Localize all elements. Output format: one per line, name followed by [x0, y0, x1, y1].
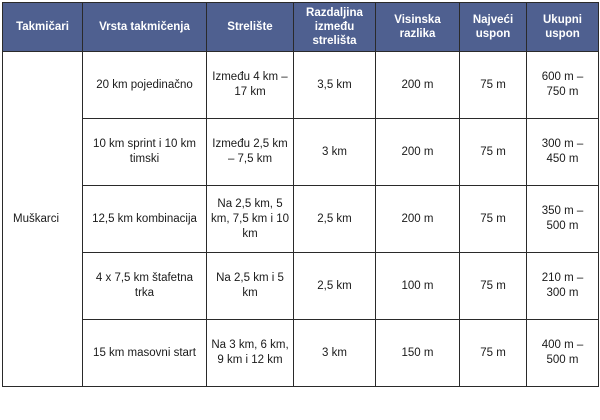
- distance-cell: 2,5 km: [294, 186, 376, 253]
- total-climb-cell: 600 m – 750 m: [527, 52, 599, 119]
- height-diff-cell: 200 m: [376, 186, 460, 253]
- competition-table-container: [2, 2, 599, 387]
- event-cell: 20 km pojedinačno: [83, 52, 207, 119]
- max-climb-cell: 75 m: [460, 52, 527, 119]
- total-climb-cell: 400 m – 500 m: [527, 320, 599, 387]
- event-cell: 4 x 7,5 km štafetna trka: [83, 253, 207, 320]
- group-label-cell: Muškarci: [3, 52, 83, 387]
- total-climb-cell: 350 m – 500 m: [527, 186, 599, 253]
- table-row: [3, 52, 599, 119]
- competition-table: [2, 2, 599, 387]
- event-cell: 12,5 km kombinacija: [83, 186, 207, 253]
- range-cell: Između 4 km – 17 km: [207, 52, 294, 119]
- distance-cell: 3 km: [294, 320, 376, 387]
- distance-cell: 3,5 km: [294, 52, 376, 119]
- table-row: [3, 320, 599, 387]
- table-row: [3, 253, 599, 320]
- max-climb-cell: 75 m: [460, 253, 527, 320]
- range-cell: Između 2,5 km – 7,5 km: [207, 119, 294, 186]
- header-range-distance: Razdaljina između strelišta: [294, 3, 376, 52]
- range-cell: Na 3 km, 6 km, 9 km i 12 km: [207, 320, 294, 387]
- height-diff-cell: 200 m: [376, 52, 460, 119]
- header-event-type: Vrsta takmičenja: [83, 3, 207, 52]
- event-cell: 15 km masovni start: [83, 320, 207, 387]
- table-row: [3, 186, 599, 253]
- max-climb-cell: 75 m: [460, 119, 527, 186]
- max-climb-cell: 75 m: [460, 320, 527, 387]
- max-climb-cell: 75 m: [460, 186, 527, 253]
- header-competitors: Takmičari: [3, 3, 83, 52]
- height-diff-cell: 150 m: [376, 320, 460, 387]
- height-diff-cell: 100 m: [376, 253, 460, 320]
- height-diff-cell: 200 m: [376, 119, 460, 186]
- distance-cell: 2,5 km: [294, 253, 376, 320]
- header-total-climb: Ukupni uspon: [527, 3, 599, 52]
- distance-cell: 3 km: [294, 119, 376, 186]
- header-max-climb: Najveći uspon: [460, 3, 527, 52]
- total-climb-cell: 210 m – 300 m: [527, 253, 599, 320]
- header-height-difference: Visinska razlika: [376, 3, 460, 52]
- table-row: [3, 119, 599, 186]
- event-cell: 10 km sprint i 10 km timski: [83, 119, 207, 186]
- range-cell: Na 2,5 km i 5 km: [207, 253, 294, 320]
- header-row: [3, 3, 599, 52]
- range-cell: Na 2,5 km, 5 km, 7,5 km i 10 km: [207, 186, 294, 253]
- total-climb-cell: 300 m – 450 m: [527, 119, 599, 186]
- header-shooting-range: Strelište: [207, 3, 294, 52]
